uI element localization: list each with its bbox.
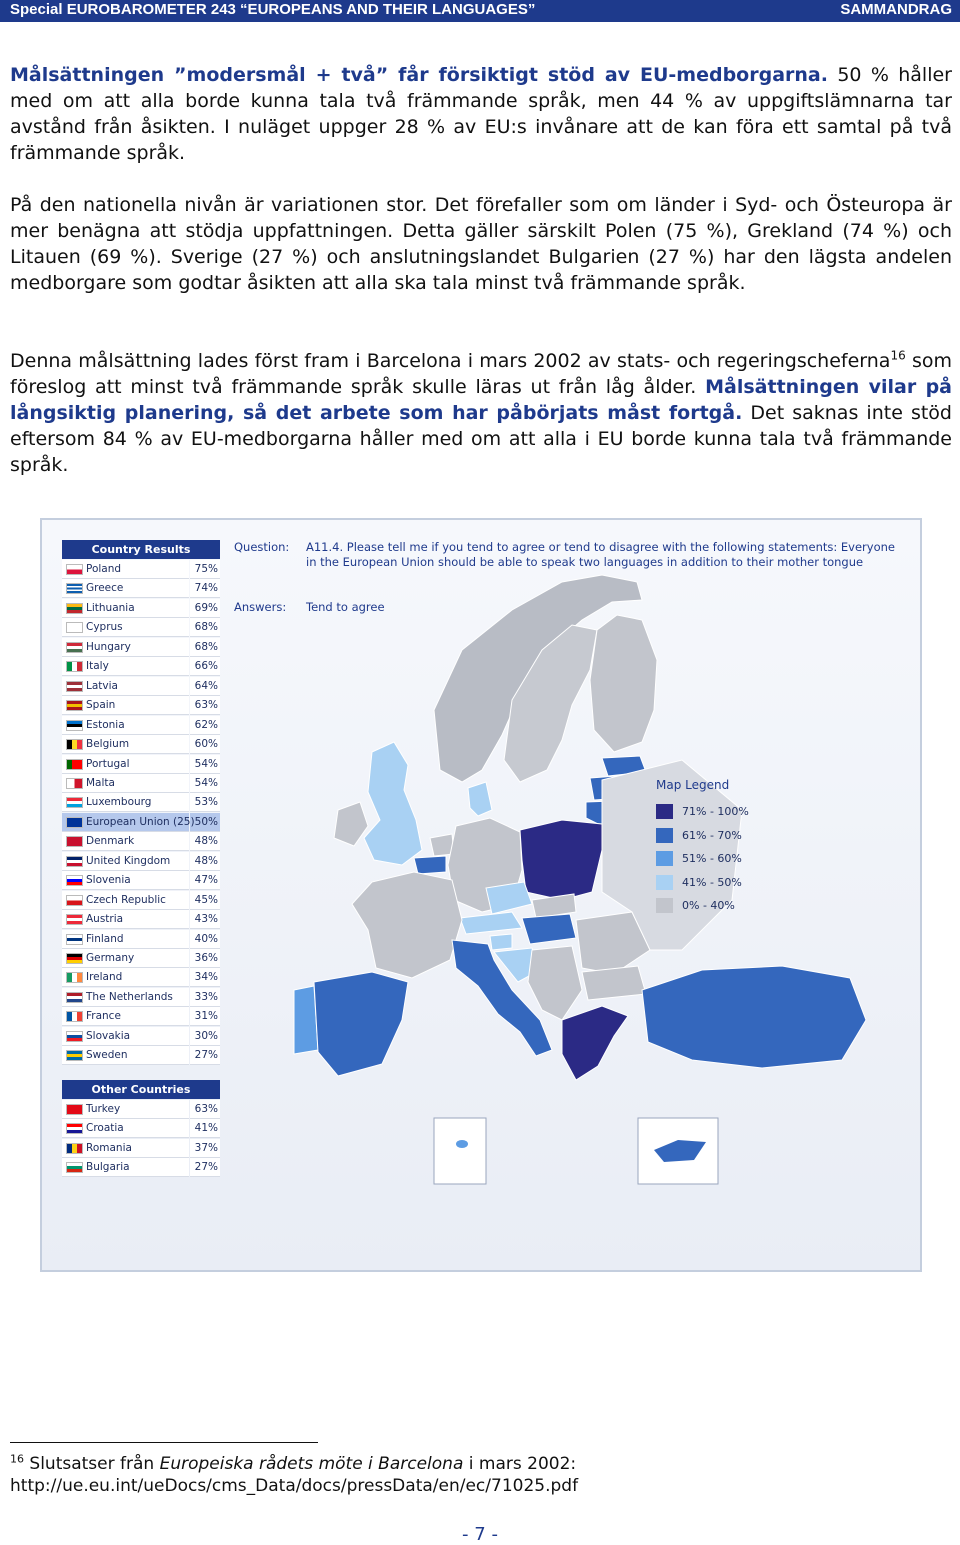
map-poland: [520, 820, 602, 900]
country-result-row: [62, 1007, 220, 1026]
country-name: France: [86, 1010, 121, 1023]
country-value: 68%: [194, 640, 218, 653]
footnote: [10, 1453, 950, 1497]
country-result-row: [62, 560, 220, 579]
section-label: SAMMANDRAG: [840, 1, 952, 18]
country-flag-icon: [66, 700, 83, 711]
country-flag-icon: [66, 836, 83, 847]
country-value: 37%: [194, 1141, 218, 1154]
country-result-row: [62, 1027, 220, 1046]
country-flag-icon: [66, 953, 83, 964]
country-name: Spain: [86, 699, 116, 712]
country-value: 53%: [194, 796, 218, 809]
answers-label: Answers:: [234, 600, 287, 614]
country-value: 36%: [194, 952, 218, 964]
country-result-row: [62, 579, 220, 598]
country-value: 41%: [194, 1122, 218, 1135]
question-text: A11.4. Please tell me if you tend to agree or tend to disagree with the following statements: Everyone in the European Union should be able to speak two languages in addition to their mother tongue: [306, 540, 895, 569]
country-result-row: [62, 813, 220, 832]
other-country-row: [62, 1158, 220, 1177]
country-name: Estonia: [86, 718, 125, 731]
legend-label: 0% - 40%: [682, 899, 735, 912]
legend-label: 51% - 60%: [682, 852, 742, 865]
footnote-number: 16: [10, 1452, 24, 1466]
country-result-row: [62, 716, 220, 735]
country-name: United Kingdom: [86, 854, 171, 867]
country-value: 60%: [194, 738, 218, 751]
map-slovenia: [490, 934, 512, 950]
page-number: - 7 -: [462, 1524, 498, 1545]
paragraph-3-part-a: Denna målsättning lades först fram i Barcelona i mars 2002 av stats- och regeringscheferna: [10, 350, 891, 372]
country-result-row: [62, 871, 220, 890]
country-flag-icon: [66, 856, 83, 867]
country-flag-icon: [66, 739, 83, 750]
country-result-row: [62, 910, 220, 929]
country-value: 64%: [194, 679, 218, 692]
country-result-row: [62, 793, 220, 812]
country-value: 54%: [194, 776, 218, 789]
legend-item: [656, 828, 796, 844]
footnote-reference[interactable]: 16: [890, 348, 906, 363]
legend-item: [656, 898, 796, 914]
country-name: European Union (25): [86, 815, 195, 828]
legend-swatch: [656, 875, 673, 890]
country-value: 45%: [194, 893, 218, 906]
report-title: Special EUROBAROMETER 243 “EUROPEANS AND THEIR LANGUAGES”: [10, 1, 536, 18]
country-result-row: [62, 949, 220, 968]
paragraph-3: [10, 348, 952, 478]
country-value: 43%: [194, 913, 218, 926]
country-result-row: [62, 968, 220, 987]
paragraph-3-emphasis: Målsättningen vilar på långsiktig planering, så det arbete som har påbörjats måst fortgå.: [10, 376, 952, 424]
country-value: 50%: [194, 815, 218, 828]
country-name: Italy: [86, 660, 109, 673]
country-name: Finland: [86, 932, 124, 945]
legend-label: 61% - 70%: [682, 828, 742, 842]
country-value: 31%: [194, 1010, 218, 1023]
country-name: Bulgaria: [86, 1161, 130, 1174]
country-result-row: [62, 891, 220, 910]
country-value: 27%: [194, 1049, 218, 1062]
other-country-row: [62, 1139, 220, 1158]
country-result-row: [62, 930, 220, 949]
other-country-row: [62, 1119, 220, 1138]
country-value: 33%: [194, 990, 218, 1003]
country-result-row: [62, 832, 220, 851]
legend-swatch: [656, 828, 673, 843]
country-flag-icon: [66, 1162, 83, 1173]
country-flag-icon: [66, 875, 83, 886]
paragraph-1-heading: Målsättningen ”modersmål + två” får försiktigt stöd av EU-medborgarna.: [10, 64, 828, 86]
country-value: 74%: [194, 582, 218, 595]
country-name: Cyprus: [86, 621, 123, 634]
question-label: Question:: [234, 540, 290, 554]
country-flag-icon: [66, 1050, 83, 1061]
country-name: Slovenia: [86, 874, 131, 887]
map-turkey: [642, 966, 866, 1068]
country-name: Poland: [86, 563, 122, 575]
country-flag-icon: [66, 583, 83, 594]
country-name: Croatia: [86, 1122, 124, 1135]
country-flag-icon: [66, 1104, 83, 1115]
legend-item: [656, 875, 796, 891]
country-name: Belgium: [86, 738, 130, 751]
country-value: 63%: [194, 699, 218, 712]
country-name: Luxembourg: [86, 796, 152, 809]
legend-swatch: [656, 851, 673, 866]
country-flag-icon: [66, 992, 83, 1003]
country-name: Portugal: [86, 757, 130, 770]
country-flag-icon: [66, 720, 83, 731]
country-result-row: [62, 696, 220, 715]
country-result-row: [62, 618, 220, 637]
country-name: Sweden: [86, 1049, 128, 1062]
legend-swatch: [656, 898, 673, 913]
country-flag-icon: [66, 1143, 83, 1154]
country-flag-icon: [66, 778, 83, 789]
country-flag-icon: [66, 642, 83, 653]
paragraph-3-part-b: som föreslog att minst två främmande språk skulle läras ut från låg ålder.: [10, 350, 952, 398]
paragraph-1-body: 50 % håller med om att alla borde kunna tala två främmande språk, men 44 % av uppgiftslämnarna tar avstånd från åsikten. I nuläget uppger 28 % av EU:s invånare att de kan föra ett samtal på två främmande språk.: [10, 64, 952, 164]
legend-swatch: [656, 804, 673, 819]
legend-item: [656, 851, 796, 867]
country-flag-icon: [66, 759, 83, 770]
country-value: 27%: [194, 1161, 218, 1174]
country-flag-icon: [66, 1011, 83, 1022]
footnote-text-a: Slutsatser från: [24, 1454, 160, 1474]
footnote-divider: [10, 1442, 318, 1443]
country-flag-icon: [66, 681, 83, 692]
country-value: 54%: [194, 757, 218, 770]
paragraph-2: På den nationella nivån är variationen stor. Det förefaller som om länder i Syd- och Östeuropa är mer benägna att stödja uppfattningen. Detta gäller särskilt Polen (75 %), Grekland (74 %) och Litauen (69 %). Sverige (27 %) och anslutningslandet Bulgarien (27 %) har den lägsta andelen medborgare som godtar åsikten att alla ska tala minst två främmande språk.: [10, 194, 952, 294]
country-name: Malta: [86, 776, 115, 789]
country-value: 48%: [194, 835, 218, 848]
country-name: Denmark: [86, 835, 135, 848]
paragraph-3-part-c: Det saknas inte stöd eftersom 84 % av EU-medborgarna håller med om att alla i EU borde kunna tala två främmande språk.: [10, 402, 952, 476]
answers-text: Tend to agree: [306, 600, 385, 614]
country-flag-icon: [66, 914, 83, 925]
country-name: Latvia: [86, 679, 118, 692]
country-name: Ireland: [86, 971, 123, 984]
country-name: Hungary: [86, 640, 131, 653]
country-name: Lithuania: [86, 601, 135, 614]
country-value: 62%: [194, 718, 218, 731]
country-value: 69%: [194, 601, 218, 614]
page-header: [0, 0, 960, 22]
country-result-row: [62, 988, 220, 1007]
map-belgium: [414, 856, 446, 874]
map-legend-title: Map Legend: [656, 778, 730, 792]
country-flag-icon: [66, 1123, 83, 1134]
country-value: 63%: [194, 1103, 218, 1115]
paragraph-1: [10, 62, 952, 166]
country-result-row: [62, 852, 220, 871]
footnote-text-b: i mars 2002:: [463, 1454, 577, 1474]
country-name: Slovakia: [86, 1029, 131, 1042]
footnote-url[interactable]: http://ue.eu.int/ueDocs/cms_Data/docs/pressData/en/ec/71025.pdf: [10, 1476, 579, 1496]
map-bulgaria: [582, 966, 646, 1000]
country-flag-icon: [66, 797, 83, 808]
survey-figure: [40, 518, 922, 1272]
country-flag-icon: [66, 622, 83, 633]
country-value: 30%: [194, 1029, 218, 1042]
country-value: 40%: [194, 932, 218, 945]
country-value: 75%: [194, 563, 218, 575]
map-malta: [456, 1140, 468, 1148]
country-flag-icon: [66, 817, 83, 828]
country-name: Germany: [86, 952, 135, 964]
country-flag-icon: [66, 934, 83, 945]
country-name: Austria: [86, 913, 124, 926]
country-flag-icon: [66, 564, 83, 575]
country-flag-icon: [66, 661, 83, 672]
country-name: The Netherlands: [86, 990, 173, 1003]
country-result-row: [62, 774, 220, 793]
country-flag-icon: [66, 972, 83, 983]
map-hungary: [522, 914, 576, 944]
malta-inset: [434, 1118, 486, 1184]
country-result-row: [62, 638, 220, 657]
country-name: Turkey: [86, 1103, 121, 1115]
country-result-row: [62, 599, 220, 618]
country-name: Greece: [86, 582, 124, 595]
footnote-source-title: Europeiska rådets möte i Barcelona: [159, 1454, 464, 1474]
country-result-row: [62, 1046, 220, 1065]
other-country-row: [62, 1100, 220, 1119]
country-value: 47%: [194, 874, 218, 887]
country-result-row: [62, 677, 220, 696]
legend-label: 71% - 100%: [682, 805, 749, 818]
country-value: 68%: [194, 621, 218, 634]
other-countries-header: Other Countries: [62, 1080, 220, 1099]
country-flag-icon: [66, 895, 83, 906]
country-value: 34%: [194, 971, 218, 984]
country-flag-icon: [66, 603, 83, 614]
country-value: 48%: [194, 854, 218, 867]
country-result-row: [62, 657, 220, 676]
country-results-header: Country Results: [62, 540, 220, 559]
legend-label: 41% - 50%: [682, 875, 742, 889]
country-name: Czech Republic: [86, 893, 166, 906]
country-name: Romania: [86, 1141, 132, 1154]
country-result-row: [62, 755, 220, 774]
country-flag-icon: [66, 1031, 83, 1042]
legend-item: [656, 804, 796, 820]
country-value: 66%: [194, 660, 218, 673]
country-result-row: [62, 735, 220, 754]
